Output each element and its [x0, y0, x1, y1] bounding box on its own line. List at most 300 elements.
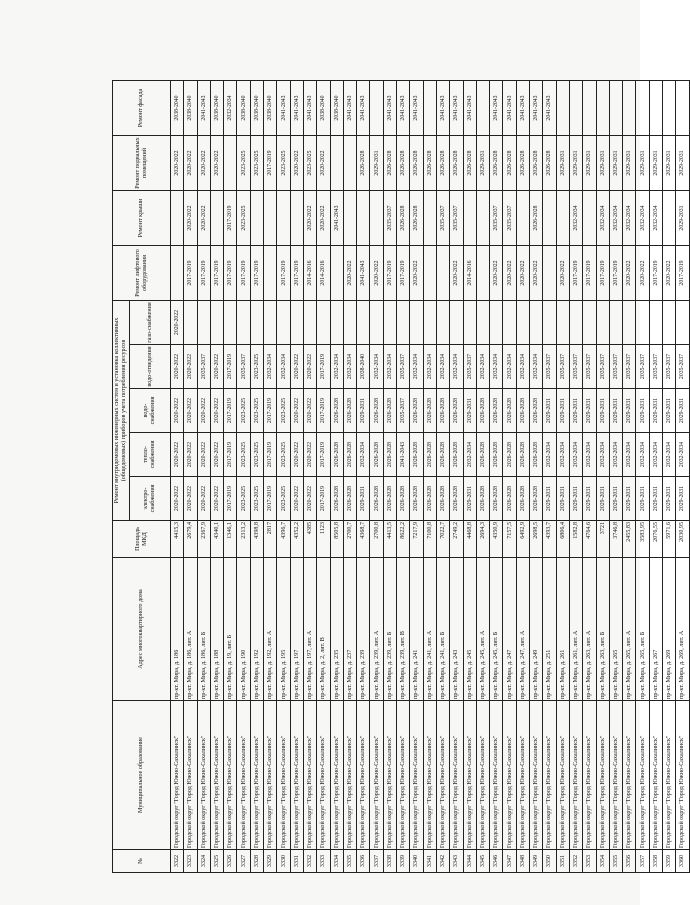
table-row	[264, 81, 277, 873]
row-elevator: 2017-2019	[184, 246, 197, 301]
row-address: пр-кт. Мира, д. 241, лит. Б	[436, 558, 449, 701]
row-number: 3334	[330, 850, 343, 873]
row-heat: 2020-2022	[210, 433, 223, 477]
row-drain: 2032-2034	[370, 345, 383, 389]
row-electric: 2026-2028	[490, 477, 503, 521]
row-number: 3348	[516, 850, 529, 873]
table-row	[609, 81, 622, 873]
row-basement: 2023-2025	[237, 136, 250, 191]
row-water: 2029-2031	[463, 389, 476, 433]
row-gas	[450, 301, 463, 345]
row-drain: 2038-2040	[357, 345, 370, 389]
row-gas	[516, 301, 529, 345]
row-number: 3358	[649, 850, 662, 873]
row-basement: 2026-2028	[357, 136, 370, 191]
row-drain: 2032-2034	[330, 345, 343, 389]
row-roof: 2032-2034	[649, 191, 662, 246]
row-municipality: Городской округ "Город Южно-Сахалинск"	[250, 701, 263, 850]
row-gas	[303, 301, 316, 345]
row-heat: 2026-2028	[330, 433, 343, 477]
row-gas	[503, 301, 516, 345]
table-row	[410, 81, 423, 873]
row-water: 2017-2019	[317, 389, 330, 433]
row-municipality: Городской округ "Город Южно-Сахалинск"	[410, 701, 423, 850]
row-heat: 2026-2028	[530, 433, 543, 477]
row-drain: 2035-2037	[596, 345, 609, 389]
row-water: 2026-2028	[330, 389, 343, 433]
row-facade: 2038-2040	[210, 81, 223, 136]
row-roof	[370, 191, 383, 246]
row-electric: 2017-2019	[264, 477, 277, 521]
row-heat: 2041-2043	[397, 433, 410, 477]
row-gas	[623, 301, 636, 345]
row-roof: 2035-2037	[503, 191, 516, 246]
row-address: пр-кт. Мира, д. 192	[250, 558, 263, 701]
row-roof	[250, 191, 263, 246]
row-electric: 2029-2031	[676, 477, 689, 521]
row-gas	[357, 301, 370, 345]
row-drain: 2035-2037	[397, 345, 410, 389]
table-row	[543, 81, 556, 873]
row-facade	[676, 81, 689, 136]
row-drain: 2035-2037	[556, 345, 569, 389]
row-elevator	[476, 246, 489, 301]
row-drain: 2020-2022	[184, 345, 197, 389]
row-electric: 2029-2031	[623, 477, 636, 521]
table-row	[423, 81, 436, 873]
table-body	[171, 81, 690, 873]
row-address: пр-кт. Мира, д. 237	[343, 558, 356, 701]
row-electric: 2020-2022	[184, 477, 197, 521]
row-drain: 2035-2037	[237, 345, 250, 389]
row-heat: 2032-2034	[583, 433, 596, 477]
table-row	[649, 81, 662, 873]
row-drain: 2017-2019	[317, 345, 330, 389]
row-basement: 2026-2028	[397, 136, 410, 191]
row-basement: 2029-2031	[583, 136, 596, 191]
row-number: 3352	[569, 850, 582, 873]
row-facade: 2038-2040	[237, 81, 250, 136]
row-number: 3349	[530, 850, 543, 873]
row-electric: 2020-2022	[197, 477, 210, 521]
row-area: 3583,95	[636, 521, 649, 558]
row-basement: 2020-2022	[184, 136, 197, 191]
row-number: 3328	[250, 850, 263, 873]
row-elevator: 2020-2022	[503, 246, 516, 301]
row-municipality: Городской округ "Город Южно-Сахалинск"	[609, 701, 622, 850]
row-roof	[476, 191, 489, 246]
row-gas	[370, 301, 383, 345]
row-electric: 2020-2022	[210, 477, 223, 521]
row-heat: 2032-2034	[357, 433, 370, 477]
row-elevator	[330, 246, 343, 301]
row-address: пр-кт. Мира, д. 195	[277, 558, 290, 701]
row-roof	[556, 191, 569, 246]
row-roof: 2017-2019	[224, 191, 237, 246]
row-basement: 2029-2031	[569, 136, 582, 191]
row-elevator: 2020-2022	[636, 246, 649, 301]
row-gas	[197, 301, 210, 345]
row-drain: 2032-2034	[423, 345, 436, 389]
row-address: пр-кт. Мира, д. 2, лит. В	[317, 558, 330, 701]
row-facade	[636, 81, 649, 136]
row-basement: 2023-2025	[277, 136, 290, 191]
row-roof: 2029-2031	[676, 191, 689, 246]
table-row	[450, 81, 463, 873]
row-electric: 2023-2025	[237, 477, 250, 521]
row-drain: 2035-2037	[636, 345, 649, 389]
row-number: 3335	[343, 850, 356, 873]
row-elevator: 2017-2019	[224, 246, 237, 301]
row-electric: 2026-2028	[397, 477, 410, 521]
row-basement: 2029-2031	[370, 136, 383, 191]
row-electric: 2026-2028	[516, 477, 529, 521]
row-elevator	[423, 246, 436, 301]
row-drain: 2023-2025	[250, 345, 263, 389]
row-address: пр-кт. Мира, д. 239, лит. Б	[383, 558, 396, 701]
table-row	[436, 81, 449, 873]
row-elevator: 2017-2019	[290, 246, 303, 301]
row-facade	[623, 81, 636, 136]
row-roof: 2035-2037	[490, 191, 503, 246]
row-number: 3323	[184, 850, 197, 873]
row-electric: 2017-2019	[224, 477, 237, 521]
row-elevator: 2020-2022	[516, 246, 529, 301]
row-electric: 2026-2028	[503, 477, 516, 521]
row-water: 2035-2037	[397, 389, 410, 433]
header-elevator: Ремонт лифтового оборудования	[113, 246, 171, 301]
row-gas	[184, 301, 197, 345]
row-gas	[237, 301, 250, 345]
row-elevator	[543, 246, 556, 301]
row-municipality: Городской округ "Город Южно-Сахалинск"	[543, 701, 556, 850]
row-roof: 2032-2034	[569, 191, 582, 246]
row-address: пр-кт. Мира, д. 19, лит. Б	[224, 558, 237, 701]
row-electric: 2029-2031	[609, 477, 622, 521]
row-drain: 2035-2037	[676, 345, 689, 389]
table-row	[476, 81, 489, 873]
table-row	[197, 81, 210, 873]
row-area: 8622,2	[397, 521, 410, 558]
row-drain: 2032-2034	[476, 345, 489, 389]
row-elevator: 2017-2019	[277, 246, 290, 301]
row-gas	[490, 301, 503, 345]
row-facade: 2032-2034	[224, 81, 237, 136]
row-elevator: 2017-2019	[649, 246, 662, 301]
row-elevator: 2020-2022	[343, 246, 356, 301]
row-number: 3357	[636, 850, 649, 873]
row-number: 3350	[543, 850, 556, 873]
row-water: 2017-2019	[224, 389, 237, 433]
row-roof: 2026-2028	[530, 191, 543, 246]
row-roof	[543, 191, 556, 246]
row-heat: 2032-2034	[569, 433, 582, 477]
row-facade: 2038-2040	[171, 81, 184, 136]
row-municipality: Городской округ "Город Южно-Сахалинск"	[490, 701, 503, 850]
row-elevator: 2017-2019	[676, 246, 689, 301]
row-electric: 2026-2028	[370, 477, 383, 521]
row-drain: 2017-2019	[224, 345, 237, 389]
row-drain: 2032-2034	[343, 345, 356, 389]
row-heat: 2026-2028	[503, 433, 516, 477]
row-address: пр-кт. Мира, д. 269	[662, 558, 675, 701]
row-gas	[343, 301, 356, 345]
row-facade: 2038-2040	[317, 81, 330, 136]
row-facade	[662, 81, 675, 136]
row-area: 2700,8	[370, 521, 383, 558]
row-number: 3347	[503, 850, 516, 873]
row-electric: 2026-2028	[383, 477, 396, 521]
table-row	[490, 81, 503, 873]
row-basement: 2020-2022	[317, 136, 330, 191]
row-water: 2020-2022	[197, 389, 210, 433]
header-address: Адрес многоквартирного дома	[113, 558, 171, 701]
row-area: 2313,2	[237, 521, 250, 558]
row-electric: 2023-2025	[277, 477, 290, 521]
row-water: 2029-2031	[676, 389, 689, 433]
row-area: 7157,5	[503, 521, 516, 558]
row-area: 2749,2	[450, 521, 463, 558]
table-row	[503, 81, 516, 873]
row-municipality: Городской округ "Город Южно-Сахалинск"	[623, 701, 636, 850]
row-address: пр-кт. Мира, д. 261, лит. А	[569, 558, 582, 701]
row-municipality: Городской округ "Город Южно-Сахалинск"	[676, 701, 689, 850]
row-roof	[357, 191, 370, 246]
row-gas	[636, 301, 649, 345]
row-municipality: Городской округ "Город Южно-Сахалинск"	[556, 701, 569, 850]
row-basement: 2029-2031	[609, 136, 622, 191]
row-heat: 2032-2034	[623, 433, 636, 477]
row-municipality: Городской округ "Город Южно-Сахалинск"	[343, 701, 356, 850]
row-electric: 2029-2031	[596, 477, 609, 521]
table-row	[383, 81, 396, 873]
row-basement: 2029-2031	[596, 136, 609, 191]
row-roof: 2041-2043	[330, 191, 343, 246]
row-gas: 2020-2022	[171, 301, 184, 345]
row-number: 3330	[277, 850, 290, 873]
table-row	[357, 81, 370, 873]
row-municipality: Городской округ "Город Южно-Сахалинск"	[530, 701, 543, 850]
row-drain: 2032-2034	[503, 345, 516, 389]
row-heat: 2026-2028	[436, 433, 449, 477]
row-drain: 2032-2034	[277, 345, 290, 389]
table-row	[277, 81, 290, 873]
row-address: пр-кт. Мира, д. 192, лит. А	[264, 558, 277, 701]
row-area: 7217,9	[410, 521, 423, 558]
row-electric: 2020-2022	[171, 477, 184, 521]
row-gas	[410, 301, 423, 345]
row-basement: 2029-2031	[676, 136, 689, 191]
row-municipality: Городской округ "Город Южно-Сахалинск"	[596, 701, 609, 850]
row-area: 2694,3	[476, 521, 489, 558]
row-heat: 2026-2028	[410, 433, 423, 477]
row-water: 2029-2031	[662, 389, 675, 433]
row-municipality: Городской округ "Город Южно-Сахалинск"	[583, 701, 596, 850]
row-basement	[330, 136, 343, 191]
row-number: 3327	[237, 850, 250, 873]
row-address: пр-кт. Мира, д. 186, лит. Б	[197, 558, 210, 701]
row-water: 2023-2025	[237, 389, 250, 433]
row-basement: 2026-2028	[490, 136, 503, 191]
row-water: 2026-2028	[490, 389, 503, 433]
row-roof: 2026-2028	[410, 191, 423, 246]
row-municipality: Городской округ "Город Южно-Сахалинск"	[277, 701, 290, 850]
row-area: 1123	[317, 521, 330, 558]
table-row	[623, 81, 636, 873]
table-row	[463, 81, 476, 873]
row-area: 4393,7	[543, 521, 556, 558]
row-area: 4415,3	[171, 521, 184, 558]
row-gas	[463, 301, 476, 345]
row-facade: 2038-2040	[264, 81, 277, 136]
row-basement: 2023-2025	[250, 136, 263, 191]
row-basement: 2017-2019	[264, 136, 277, 191]
row-water: 2023-2025	[277, 389, 290, 433]
row-address: пр-кт. Мира, д. 188	[210, 558, 223, 701]
row-facade	[609, 81, 622, 136]
row-roof	[662, 191, 675, 246]
row-electric: 2020-2022	[303, 477, 316, 521]
row-address: пр-кт. Мира, д. 241	[410, 558, 423, 701]
row-roof: 2035-2037	[450, 191, 463, 246]
row-gas	[530, 301, 543, 345]
row-address: пр-кт. Мира, д. 241, лит. А	[423, 558, 436, 701]
row-facade	[583, 81, 596, 136]
row-roof	[171, 191, 184, 246]
row-drain: 2035-2037	[197, 345, 210, 389]
row-water: 2029-2031	[623, 389, 636, 433]
row-electric: 2029-2031	[636, 477, 649, 521]
row-elevator	[171, 246, 184, 301]
row-water: 2029-2031	[556, 389, 569, 433]
row-drain: 2035-2037	[463, 345, 476, 389]
row-basement: 2029-2031	[636, 136, 649, 191]
row-address: пр-кт. Мира, д. 197	[290, 558, 303, 701]
row-basement: 2026-2028	[436, 136, 449, 191]
row-elevator: 2017-2019	[569, 246, 582, 301]
table-row	[530, 81, 543, 873]
row-basement: 2026-2028	[543, 136, 556, 191]
row-area: 6492,9	[516, 521, 529, 558]
row-facade: 2041-2043	[290, 81, 303, 136]
row-elevator: 2020-2022	[662, 246, 675, 301]
row-drain: 2032-2034	[530, 345, 543, 389]
row-municipality: Городской округ "Город Южно-Сахалинск"	[423, 701, 436, 850]
row-drain: 2035-2037	[623, 345, 636, 389]
row-gas	[224, 301, 237, 345]
row-address: пр-кт. Мира, д. 245, лит. Б	[490, 558, 503, 701]
row-facade	[649, 81, 662, 136]
row-heat: 2026-2028	[343, 433, 356, 477]
row-basement: 2026-2028	[503, 136, 516, 191]
row-facade: 2041-2043	[303, 81, 316, 136]
row-facade	[423, 81, 436, 136]
table-row	[370, 81, 383, 873]
row-elevator: 2020-2022	[370, 246, 383, 301]
row-address: пр-кт. Мира, д. 265	[609, 558, 622, 701]
row-area: 2455,83	[623, 521, 636, 558]
row-drain: 2032-2034	[490, 345, 503, 389]
row-address: пр-кт. Мира, д. 245	[463, 558, 476, 701]
row-number: 3340	[410, 850, 423, 873]
row-facade: 2041-2043	[436, 81, 449, 136]
row-area: 4350,9	[490, 521, 503, 558]
row-gas	[676, 301, 689, 345]
row-area: 2700,7	[343, 521, 356, 558]
table-row	[330, 81, 343, 873]
row-water: 2029-2031	[569, 389, 582, 433]
row-water: 2026-2028	[410, 389, 423, 433]
row-facade	[596, 81, 609, 136]
row-basement: 2020-2022	[197, 136, 210, 191]
table-row	[303, 81, 316, 873]
row-elevator: 2017-2019	[609, 246, 622, 301]
row-facade: 2038-2040	[250, 81, 263, 136]
row-area: 2817	[264, 521, 277, 558]
row-municipality: Городской округ "Город Южно-Сахалинск"	[197, 701, 210, 850]
row-electric: 2017-2019	[317, 477, 330, 521]
row-basement: 2029-2031	[476, 136, 489, 191]
row-facade	[556, 81, 569, 136]
row-number: 3344	[463, 850, 476, 873]
header-roof: Ремонт крыши	[113, 191, 171, 246]
row-water: 2029-2031	[609, 389, 622, 433]
row-heat: 2020-2022	[197, 433, 210, 477]
row-area: 4764,6	[583, 521, 596, 558]
row-municipality: Городской округ "Город Южно-Сахалинск"	[516, 701, 529, 850]
row-address: пр-кт. Мира, д. 247	[503, 558, 516, 701]
table-row	[569, 81, 582, 873]
row-facade: 2041-2043	[410, 81, 423, 136]
row-heat: 2026-2028	[476, 433, 489, 477]
row-water: 2020-2022	[210, 389, 223, 433]
row-area: 4352,2	[290, 521, 303, 558]
row-municipality: Городской округ "Город Южно-Сахалинск"	[330, 701, 343, 850]
row-roof	[423, 191, 436, 246]
row-basement: 2026-2028	[383, 136, 396, 191]
row-electric: 2026-2028	[343, 477, 356, 521]
row-drain: 2035-2037	[543, 345, 556, 389]
header-area: Площадь МКД	[113, 521, 171, 558]
row-area: 1346,1	[224, 521, 237, 558]
row-heat: 2020-2022	[184, 433, 197, 477]
row-municipality: Городской округ "Город Южно-Сахалинск"	[649, 701, 662, 850]
row-municipality: Городской округ "Город Южно-Сахалинск"	[303, 701, 316, 850]
row-roof	[583, 191, 596, 246]
row-number: 3331	[290, 850, 303, 873]
row-facade: 2041-2043	[397, 81, 410, 136]
row-area: 4468,8	[463, 521, 476, 558]
row-electric: 2020-2022	[290, 477, 303, 521]
row-municipality: Городской округ "Город Южно-Сахалинск"	[463, 701, 476, 850]
row-area: 8505,8	[330, 521, 343, 558]
row-facade	[370, 81, 383, 136]
row-area: 5971,6	[662, 521, 675, 558]
table-row	[397, 81, 410, 873]
row-address: пр-кт. Мира, д. 197, лит. А	[303, 558, 316, 701]
row-roof: 2032-2034	[609, 191, 622, 246]
row-elevator	[264, 246, 277, 301]
row-elevator: 2020-2022	[410, 246, 423, 301]
row-water: 2026-2028	[450, 389, 463, 433]
row-gas	[543, 301, 556, 345]
row-heat: 2020-2022	[171, 433, 184, 477]
row-drain: 2020-2022	[171, 345, 184, 389]
row-heat: 2017-2019	[224, 433, 237, 477]
row-electric: 2029-2031	[543, 477, 556, 521]
row-roof: 2020-2022	[184, 191, 197, 246]
row-electric: 2029-2031	[556, 477, 569, 521]
